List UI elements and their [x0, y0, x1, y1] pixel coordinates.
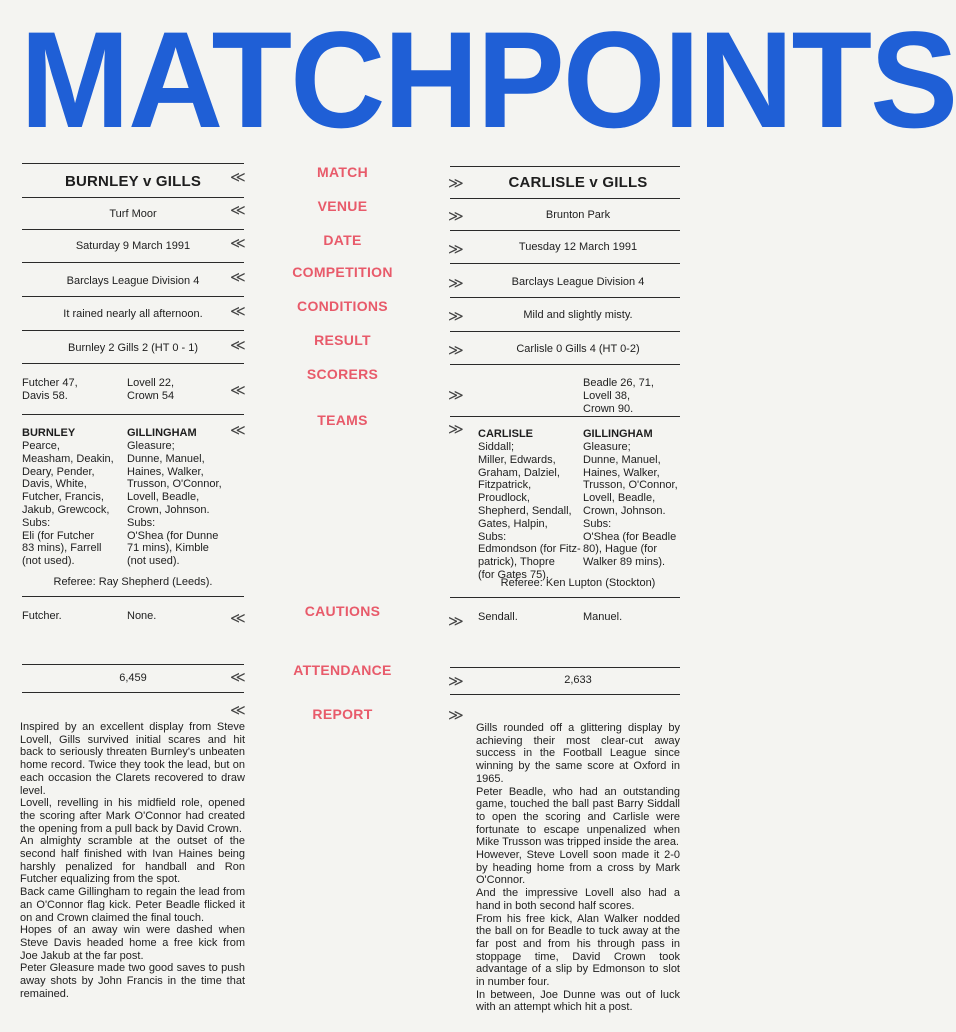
left-scorers-away: Lovell 22, Crown 54 [127, 377, 175, 402]
divider [450, 230, 680, 231]
right-cautions-away: Manuel. [583, 611, 623, 623]
double-chevron-left-icon: ≪ [230, 381, 246, 399]
double-chevron-right-icon: ≫ [448, 341, 464, 359]
double-chevron-left-icon: ≪ [230, 609, 246, 627]
right-team-home-players: Siddall; Miller, Edwards, Graham, Dalziel, Fitzpatrick, Proudlock, Shepherd, Sendall, Gates, Halpin, Subs: Edmondson (for Fitz- patrick), Thopre (for Gates 75). [478, 441, 581, 581]
left-team-home-name: BURNLEY [22, 427, 76, 439]
right-attendance: 2,633 [564, 674, 592, 686]
divider [450, 597, 680, 598]
left-team-away-players: Gleasure; Dunne, Manuel, Haines, Walker, Trusson, O'Connor, Lovell, Beadle, Crown, Johnson. Subs: O'Shea (for Dunne 71 mins), Kimble (not used). [127, 440, 222, 568]
divider [22, 197, 244, 198]
left-team-away-name: GILLINGHAM [127, 427, 197, 439]
divider [450, 364, 680, 365]
label-report: REPORT [312, 706, 373, 722]
label-venue: VENUE [317, 198, 368, 214]
divider [450, 694, 680, 695]
left-cautions-away: None. [127, 610, 157, 622]
right-competition: Barclays League Division 4 [511, 276, 645, 288]
divider [22, 363, 244, 364]
right-report: Gills rounded off a glittering display by achieving their most clear-cut away success in the Football League since winning by the same score at Oxford in 1965. Peter Beadle, who had an outstanding game, touched the ball past Barry Siddall to open the scoring and Carlisle were fortunate to escape unpenalized when Mike Trusson was tripped inside the area. However, Steve Lovell soon made it 2-0 by heading home from a cross by Mark O'Connor. And the impressive Lovell also had a hand in both second half scores. From his free kick, Alan Walker nodded the ball on for Beadle to tuck away at the far post and from his through pass in stoppage time, David Crown took advantage of a slip by Edmonson to slot in number four. In between, Joe Dunne was out of luck with an attempt which hit a post. [476, 722, 680, 1014]
left-team-home-players: Pearce, Measham, Deakin, Deary, Pender, Davis, White, Futcher, Francis, Jakub, Grewcock, Subs: Eli (for Futcher 83 mins), Farrell (not used). [22, 440, 114, 568]
double-chevron-left-icon: ≪ [230, 302, 246, 320]
divider [450, 198, 680, 199]
divider [450, 166, 680, 167]
double-chevron-left-icon: ≪ [230, 234, 246, 252]
divider [450, 667, 680, 668]
label-scorers: SCORERS [306, 366, 379, 382]
right-venue: Brunton Park [545, 209, 611, 221]
left-report: Inspired by an excellent display from Steve Lovell, Gills survived initial scares and hit back to seriously threaten Burnley's unbeaten home record. Twice they took the lead, but on each occasion the Clarets recovered to draw level. Lovell, revelling in his midfield role, opened the scoring after Mark O'Connor had created the opening from a pull back by David Crown. An almighty scramble at the outset of the second half finished with Ivan Haines being harshly penalized for handball and Ron Futcher equalizing from the spot. Back came Gillingham to regain the lead from an O'Connor flag kick. Peter Beadle flicked it on and Crown claimed the final touch. Hopes of an away win were dashed when Steve Davis headed home a free kick from Joe Jakub at the far post. Peter Gleasure made two good saves to push away shots by John Francis in the time that remained. [20, 721, 245, 1000]
divider [22, 296, 244, 297]
left-venue: Turf Moor [109, 208, 157, 220]
double-chevron-right-icon: ≫ [448, 706, 464, 724]
label-attendance: ATTENDANCE [293, 662, 392, 678]
divider [450, 263, 680, 264]
left-competition: Barclays League Division 4 [66, 275, 200, 287]
left-cautions-home: Futcher. [22, 610, 62, 622]
left-scorers-home: Futcher 47, Davis 58. [22, 377, 78, 402]
right-result: Carlisle 0 Gills 4 (HT 0-2) [516, 343, 640, 355]
right-team-away-players: Gleasure; Dunne, Manuel, Haines, Walker, Trusson, O'Connor, Lovell, Beadle, Crown, Johnson. Subs: O'Shea (for Beadle 80), Hague (for Walker 89 mins). [583, 441, 678, 569]
divider [22, 229, 244, 230]
double-chevron-left-icon: ≪ [230, 168, 246, 186]
divider [22, 664, 244, 665]
divider [450, 331, 680, 332]
left-result: Burnley 2 Gills 2 (HT 0 - 1) [67, 342, 198, 354]
double-chevron-left-icon: ≪ [230, 268, 246, 286]
right-referee: Referee: Ken Lupton (Stockton) [500, 577, 656, 589]
divider [450, 297, 680, 298]
double-chevron-right-icon: ≫ [448, 307, 464, 325]
divider [22, 414, 244, 415]
double-chevron-right-icon: ≫ [448, 240, 464, 258]
double-chevron-left-icon: ≪ [230, 668, 246, 686]
left-conditions: It rained nearly all afternoon. [63, 308, 203, 320]
label-result: RESULT [314, 332, 371, 348]
page-title: MATCHPOINTS [20, 3, 956, 157]
double-chevron-right-icon: ≫ [448, 174, 464, 192]
left-attendance: 6,459 [119, 672, 147, 684]
label-conditions: CONDITIONS [297, 298, 388, 314]
right-team-home-name: CARLISLE [478, 428, 533, 440]
double-chevron-right-icon: ≫ [448, 612, 464, 630]
divider [22, 163, 244, 164]
left-date: Saturday 9 March 1991 [75, 240, 191, 252]
right-team-away-name: GILLINGHAM [583, 428, 653, 440]
double-chevron-right-icon: ≫ [448, 672, 464, 690]
right-match-name: CARLISLE v GILLS [508, 174, 648, 191]
label-match: MATCH [316, 164, 368, 180]
divider [22, 596, 244, 597]
label-competition: COMPETITION [292, 264, 393, 280]
right-cautions-home: Sendall. [478, 611, 518, 623]
double-chevron-right-icon: ≫ [448, 207, 464, 225]
label-date: DATE [323, 232, 362, 248]
right-conditions: Mild and slightly misty. [523, 309, 633, 321]
double-chevron-left-icon: ≪ [230, 701, 246, 719]
double-chevron-right-icon: ≫ [448, 420, 464, 438]
double-chevron-left-icon: ≪ [230, 201, 246, 219]
divider [22, 330, 244, 331]
left-referee: Referee: Ray Shepherd (Leeds). [53, 576, 213, 588]
double-chevron-left-icon: ≪ [230, 421, 246, 439]
right-date: Tuesday 12 March 1991 [518, 241, 638, 253]
divider [22, 262, 244, 263]
divider [450, 416, 680, 417]
double-chevron-right-icon: ≫ [448, 386, 464, 404]
double-chevron-left-icon: ≪ [230, 336, 246, 354]
double-chevron-right-icon: ≫ [448, 274, 464, 292]
label-cautions: CAUTIONS [304, 603, 381, 619]
left-match-name: BURNLEY v GILLS [64, 173, 202, 190]
label-teams: TEAMS [317, 412, 368, 428]
divider [22, 692, 244, 693]
right-scorers-away: Beadle 26, 71, Lovell 38, Crown 90. [583, 377, 654, 415]
